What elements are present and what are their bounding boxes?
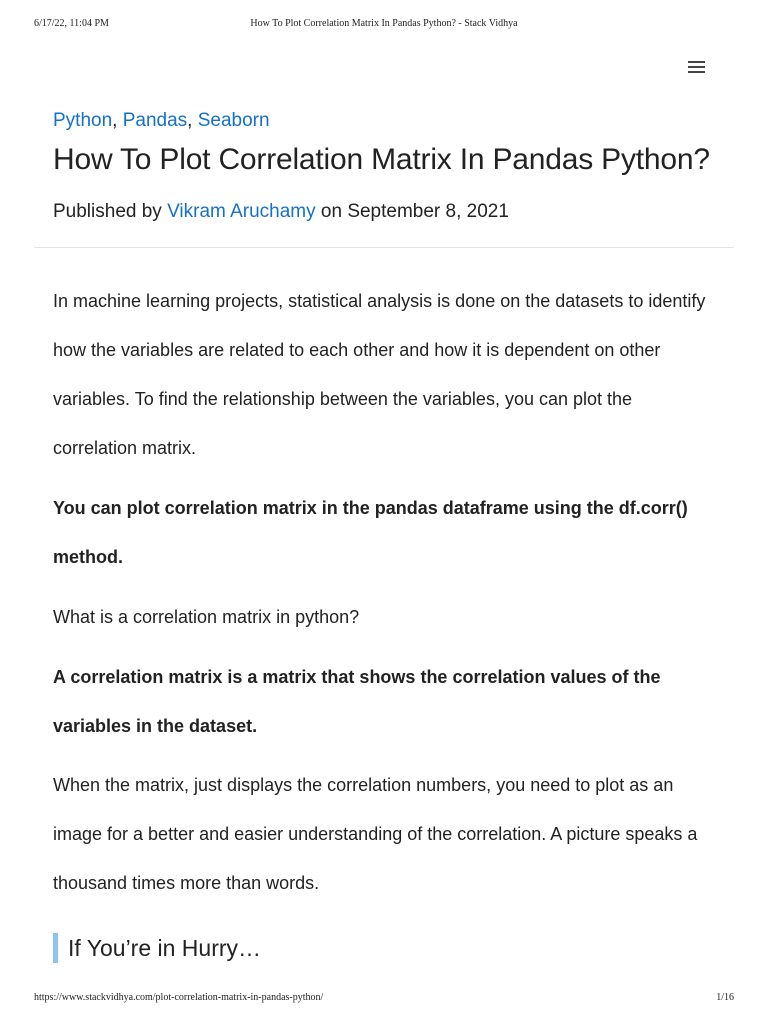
category-link-seaborn[interactable]: Seaborn: [197, 110, 270, 131]
category-link-pandas[interactable]: Pandas: [122, 110, 188, 131]
category-separator: ,: [112, 110, 118, 131]
category-separator: ,: [187, 110, 193, 131]
section-heading: If You’re in Hurry…: [53, 933, 261, 963]
author-link[interactable]: Vikram Aruchamy: [167, 201, 316, 222]
print-datetime: 6/17/22, 11:04 PM: [34, 18, 109, 29]
byline-middle: on: [320, 201, 343, 222]
hamburger-menu-icon[interactable]: [686, 58, 708, 76]
publish-date: September 8, 2021: [347, 201, 509, 222]
paragraph-key-point: You can plot correlation matrix in the pandas dataframe using the df.corr() method.: [53, 498, 688, 567]
header-divider: [34, 247, 734, 248]
category-link-python[interactable]: Python: [53, 110, 113, 131]
print-url: https://www.stackvidhya.com/plot-correlation-matrix-in-pandas-python/: [34, 992, 324, 1003]
byline: [53, 201, 509, 223]
paragraph-intro: In machine learning projects, statistical analysis is done on the datasets to identify how the variables are related to each other and how it is dependent on other variables. To find the relationship between the variables, you can plot the correlation matrix.: [53, 291, 706, 458]
page-indicator: 1/16: [716, 992, 734, 1003]
paragraph-definition: A correlation matrix is a matrix that shows the correlation values of the variables in the dataset.: [53, 667, 661, 736]
category-list: [53, 110, 270, 132]
byline-prefix: Published by: [53, 201, 162, 222]
print-page-title: How To Plot Correlation Matrix In Pandas Python? - Stack Vidhya: [250, 18, 518, 29]
paragraph-question: What is a correlation matrix in python?: [53, 607, 360, 627]
article-title: How To Plot Correlation Matrix In Pandas Python?: [53, 143, 710, 176]
paragraph-explanation: When the matrix, just displays the correlation numbers, you need to plot as an image for a better and easier understanding of the correlation. A picture speaks a thousand times more than words.: [53, 775, 698, 893]
